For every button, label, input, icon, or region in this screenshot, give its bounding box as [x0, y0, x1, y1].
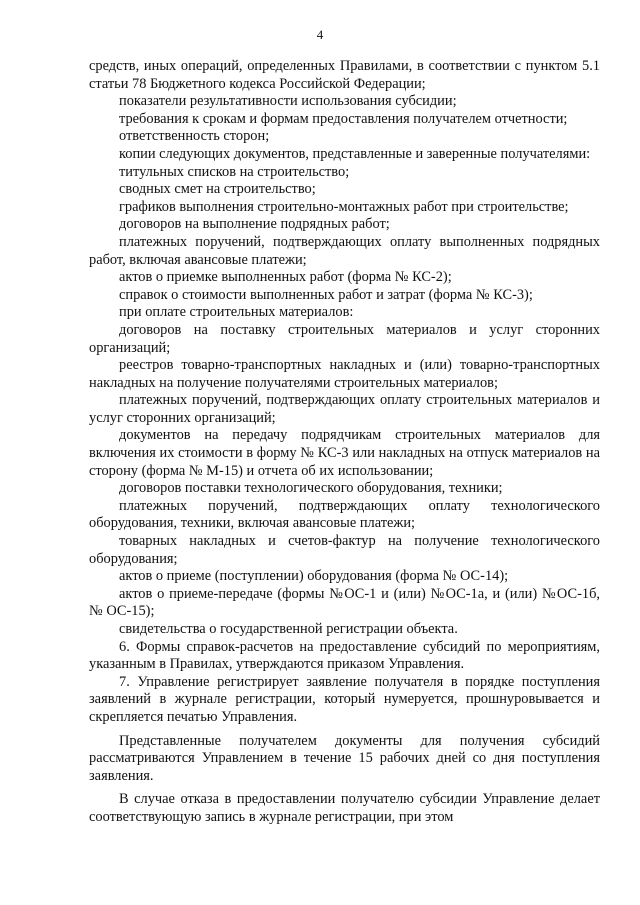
paragraph: при оплате строительных материалов: [119, 304, 354, 321]
paragraph: 7. Управление регистрирует заявление получателя в порядке поступления заявлений в журнале регистрации, который нумеруется, прошнуровывается и скрепляется печатью Управления. [89, 673, 600, 725]
paragraph: справок о стоимости выполненных работ и затрат (форма № КС-3); [119, 286, 533, 303]
paragraph: титульных списков на строительство; [119, 163, 350, 180]
paragraph: платежных поручений, подтверждающих оплату строительных материалов и услуг сторонних организаций; [89, 392, 600, 426]
paragraph: В случае отказа в предоставлении получателю субсидии Управление делает соответствующую запись в журнале регистрации, при этом [89, 791, 600, 825]
paragraph: товарных накладных и счетов-фактур на получение технологического оборудования; [89, 533, 600, 567]
page-number: 4 [316, 27, 324, 42]
document-body [89, 58, 600, 827]
paragraph: актов о приемке выполненных работ (форма № КС-2); [119, 269, 452, 286]
paragraph: реестров товарно-транспортных накладных и (или) товарно-транспортных накладных на получение получателями строительных материалов; [89, 357, 600, 391]
paragraph: средств, иных операций, определенных Правилами, в соответствии с пунктом 5.1 статьи 78 Бюджетного кодекса Российской Федерации; [89, 58, 600, 92]
paragraph: договоров на выполнение подрядных работ; [119, 216, 390, 233]
paragraph: показатели результативности использования субсидии; [119, 93, 457, 110]
paragraph: ответственность сторон; [119, 128, 270, 145]
paragraph: копии следующих документов, представленные и заверенные получателями: [119, 145, 591, 162]
paragraph: 6. Формы справок-расчетов на предоставление субсидий по мероприятиям, указанным в Правилах, утверждаются приказом Управления. [89, 638, 600, 673]
paragraph: свидетельства о государственной регистрации объекта. [119, 621, 458, 637]
paragraph: платежных поручений, подтверждающих оплату технологического оборудования, техники, включая авансовые платежи; [89, 497, 600, 532]
paragraph: договоров на поставку строительных материалов и услуг сторонних организаций; [89, 321, 600, 356]
paragraph: документов на передачу подрядчикам строительных материалов для включения их стоимости в форму № КС-3 или накладных на отпуск материалов на сторону (форма № М-15) и отчета об их использовании; [89, 427, 600, 479]
paragraph: требования к срокам и формам предоставления получателем отчетности; [119, 110, 568, 127]
paragraph: сводных смет на строительство; [119, 181, 316, 198]
paragraph: актов о приеме-передаче (формы №ОС-1 и (или) №ОС-1а, и (или) №ОС-1б, № ОС-15); [89, 585, 600, 620]
paragraph: договоров поставки технологического оборудования, техники; [119, 480, 503, 497]
paragraph: платежных поручений, подтверждающих оплату выполненных подрядных работ, включая авансовые платежи; [89, 233, 600, 268]
paragraph: Представленные получателем документы для получения субсидий рассматриваются Управлением в течение 15 рабочих дней со дня поступления заявления. [89, 732, 600, 784]
paragraph: графиков выполнения строительно-монтажных работ при строительстве; [119, 198, 569, 215]
paragraph: актов о приеме (поступлении) оборудования (форма № ОС-14); [119, 568, 509, 585]
